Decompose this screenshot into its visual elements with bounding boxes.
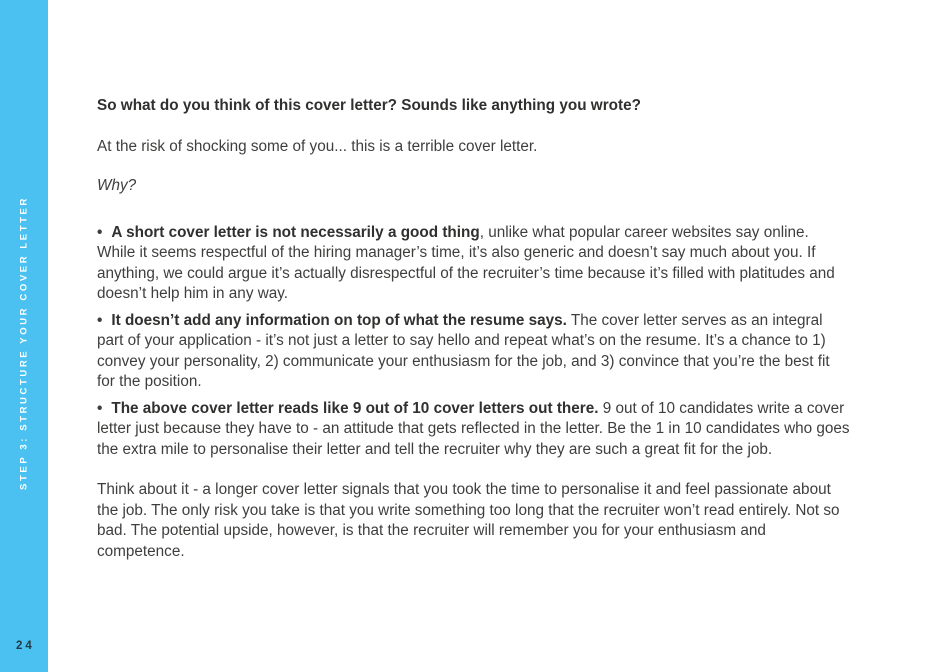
why-question: Why?: [97, 177, 137, 194]
closing-paragraph: Think about it - a longer cover letter signals that you took the time to personalise it and feel passionate about the job. The only risk you take is that you write something too long that the recruiter won’t read entirely. Not so bad. The potential upside, however, is that the recruiter will remember you for your enthusiasm and competence.: [97, 481, 840, 560]
bullet-icon: •: [97, 399, 103, 417]
page-content: [97, 96, 851, 562]
bullet-2-bold-text: It doesn’t add any information on top of what the resume says.: [111, 311, 567, 329]
chapter-title-vertical: STEP 3: STRUCTURE YOUR COVER LETTER: [18, 196, 30, 490]
bullet-list: [97, 223, 851, 461]
bullet-item-3: [97, 399, 851, 461]
chapter-sidebar: [0, 0, 48, 672]
section-heading: So what do you think of this cover letter? Sounds like anything you wrote?: [97, 97, 641, 114]
bullet-1-rest-text: , unlike what popular career websites say online. While it seems respectful of the hiring manager’s time, it’s also generic and doesn’t say much about you. If anything, we could argue it’s actually disrespectful of the recruiter’s time because it’s filled with platitudes and doesn’t help him in any way.: [97, 223, 835, 302]
bullet-item-1: [97, 223, 851, 305]
bullet-item-2: [97, 311, 851, 393]
intro-paragraph: At the risk of shocking some of you... this is a terrible cover letter.: [97, 137, 538, 155]
bullet-3-rest-text: 9 out of 10 candidates write a cover letter just because they have to - an attitude that gets reflected in the letter. Be the 1 in 10 candidates who goes the extra mile to personalise their letter and tell the recruiter why they are such a great fit for the job.: [97, 399, 850, 458]
bullet-icon: •: [97, 311, 103, 329]
bullet-2-rest-text: The cover letter serves as an integral part of your application - it’s not just a letter to say hello and repeat what’s on the resume. It’s a chance to 1) convey your personality, 2) communicate your enthusiasm for the job, and 3) convince that you’re the best fit for the position.: [97, 311, 830, 390]
bullet-icon: •: [97, 223, 103, 241]
page-number: 24: [16, 640, 35, 652]
bullet-3-bold-text: The above cover letter reads like 9 out of 10 cover letters out there.: [111, 399, 599, 417]
bullet-1-bold-text: A short cover letter is not necessarily a good thing: [111, 223, 480, 241]
